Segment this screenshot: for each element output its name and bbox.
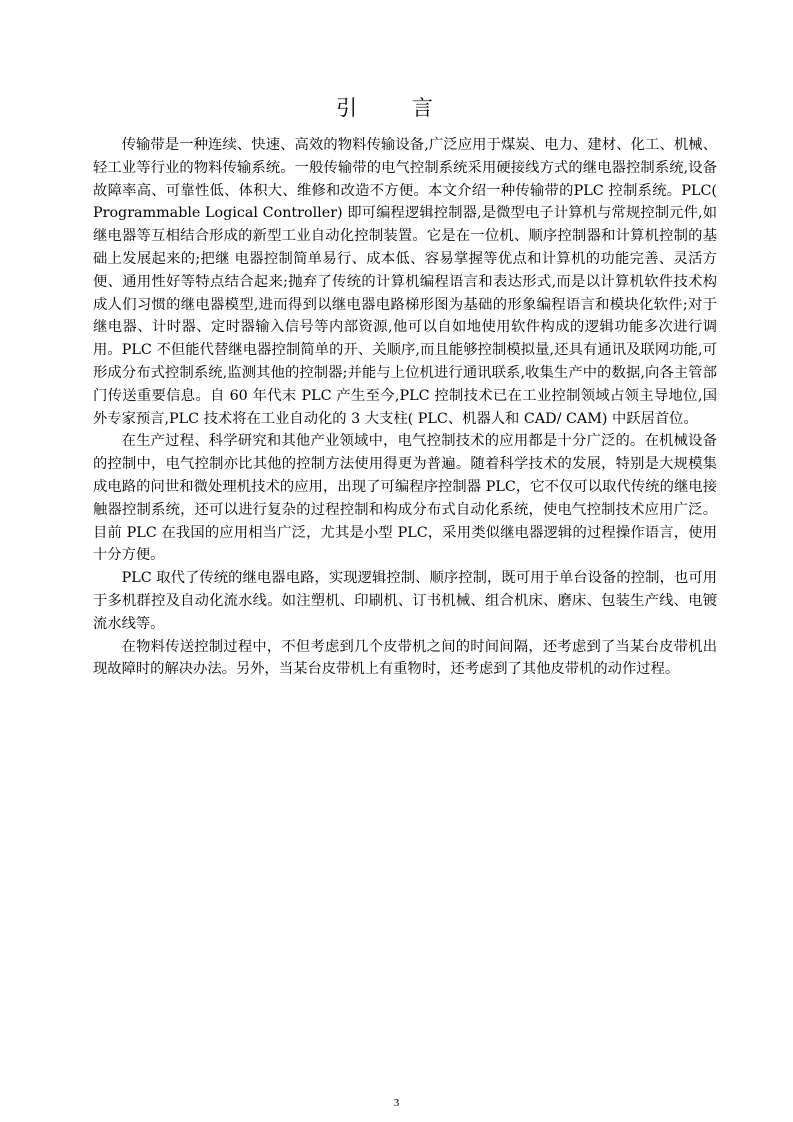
page-title: 引 言 [336, 96, 457, 120]
body-text [93, 134, 717, 681]
paragraph: PLC 取代了传统的继电器电路，实现逻辑控制、顺序控制，既可用于单台设备的控制，也可用于多机群控及自动化流水线。如注塑机、印刷机、订书机械、组合机床、磨床、包装生产线、电镀流水线等。 [93, 570, 717, 632]
paragraph: 传输带是一种连续、快速、高效的物料传输设备,广泛应用于煤炭、电力、建材、化工、机械、轻工业等行业的物料传输系统。一般传输带的电气控制系统采用硬接线方式的继电器控制系统,设备故障率高、可靠性低、体积大、维修和改造不方便。本文介绍一种传输带的PLC 控制系统。PLC( Programmable Logical Controller) 即可编程逻辑控制器,是微型电子计算机与常规控制元件,如继电器等互相结合形成的新型工业自动化控制装置。它是在一位机、顺序控制器和计算机控制的基础上发展起来的;把继 电器控制简单易行、成本低、容易掌握等优点和计算机的功能完善、灵活方便、通用性好等特点结合起来;抛弃了传统的计算机编程语言和表达形式,而是以计算机软件技术构成人们习惯的继电器模型,进而得到以继电器电路梯形图为基础的形象编程语言和模块化软件;对于继电器、计时器、定时器输入信号等内部资源,他可以自如地使用软件构成的逻辑功能多次进行调用。PLC 不但能代替继电器控制简单的开、关顺序,而且能够控制模拟量,还具有通讯及联网功能,可形成分布式控制系统,监测其他的控制器;并能与上位机进行通讯联系,收集生产中的数据,向各主管部门传送重要信息。自 60 年代末 PLC 产生至今,PLC 控制技术已在工业控制领域占领主导地位,国外专家预言,PLC 技术将在工业自动化的 3 大支柱( PLC、机器人和 CAD/ CAM) 中跃居首位。 [93, 137, 717, 427]
page-number: 3 [393, 1097, 400, 1109]
paragraph: 在生产过程、科学研究和其他产业领域中，电气控制技术的应用都是十分广泛的。在机械设备的控制中，电气控制亦比其他的控制方法使用得更为普遍。随着科学技术的发展，特别是大规模集成电路的问世和微处理机技术的应用，出现了可编程序控制器 PLC，它不仅可以取代传统的继电接触器控制系统，还可以进行复杂的过程控制和构成分布式自动化系统，使电气控制技术应用广泛。目前 PLC 在我国的应用相当广泛，尤其是小型 PLC，采用类似继电器逻辑的过程操作语言，使用十分方便。 [93, 433, 717, 564]
paragraph: 在物料传送控制过程中，不但考虑到几个皮带机之间的时间间隔，还考虑到了当某台皮带机出现故障时的解决办法。另外，当某台皮带机上有重物时，还考虑到了其他皮带机的动作过程。 [93, 638, 717, 678]
